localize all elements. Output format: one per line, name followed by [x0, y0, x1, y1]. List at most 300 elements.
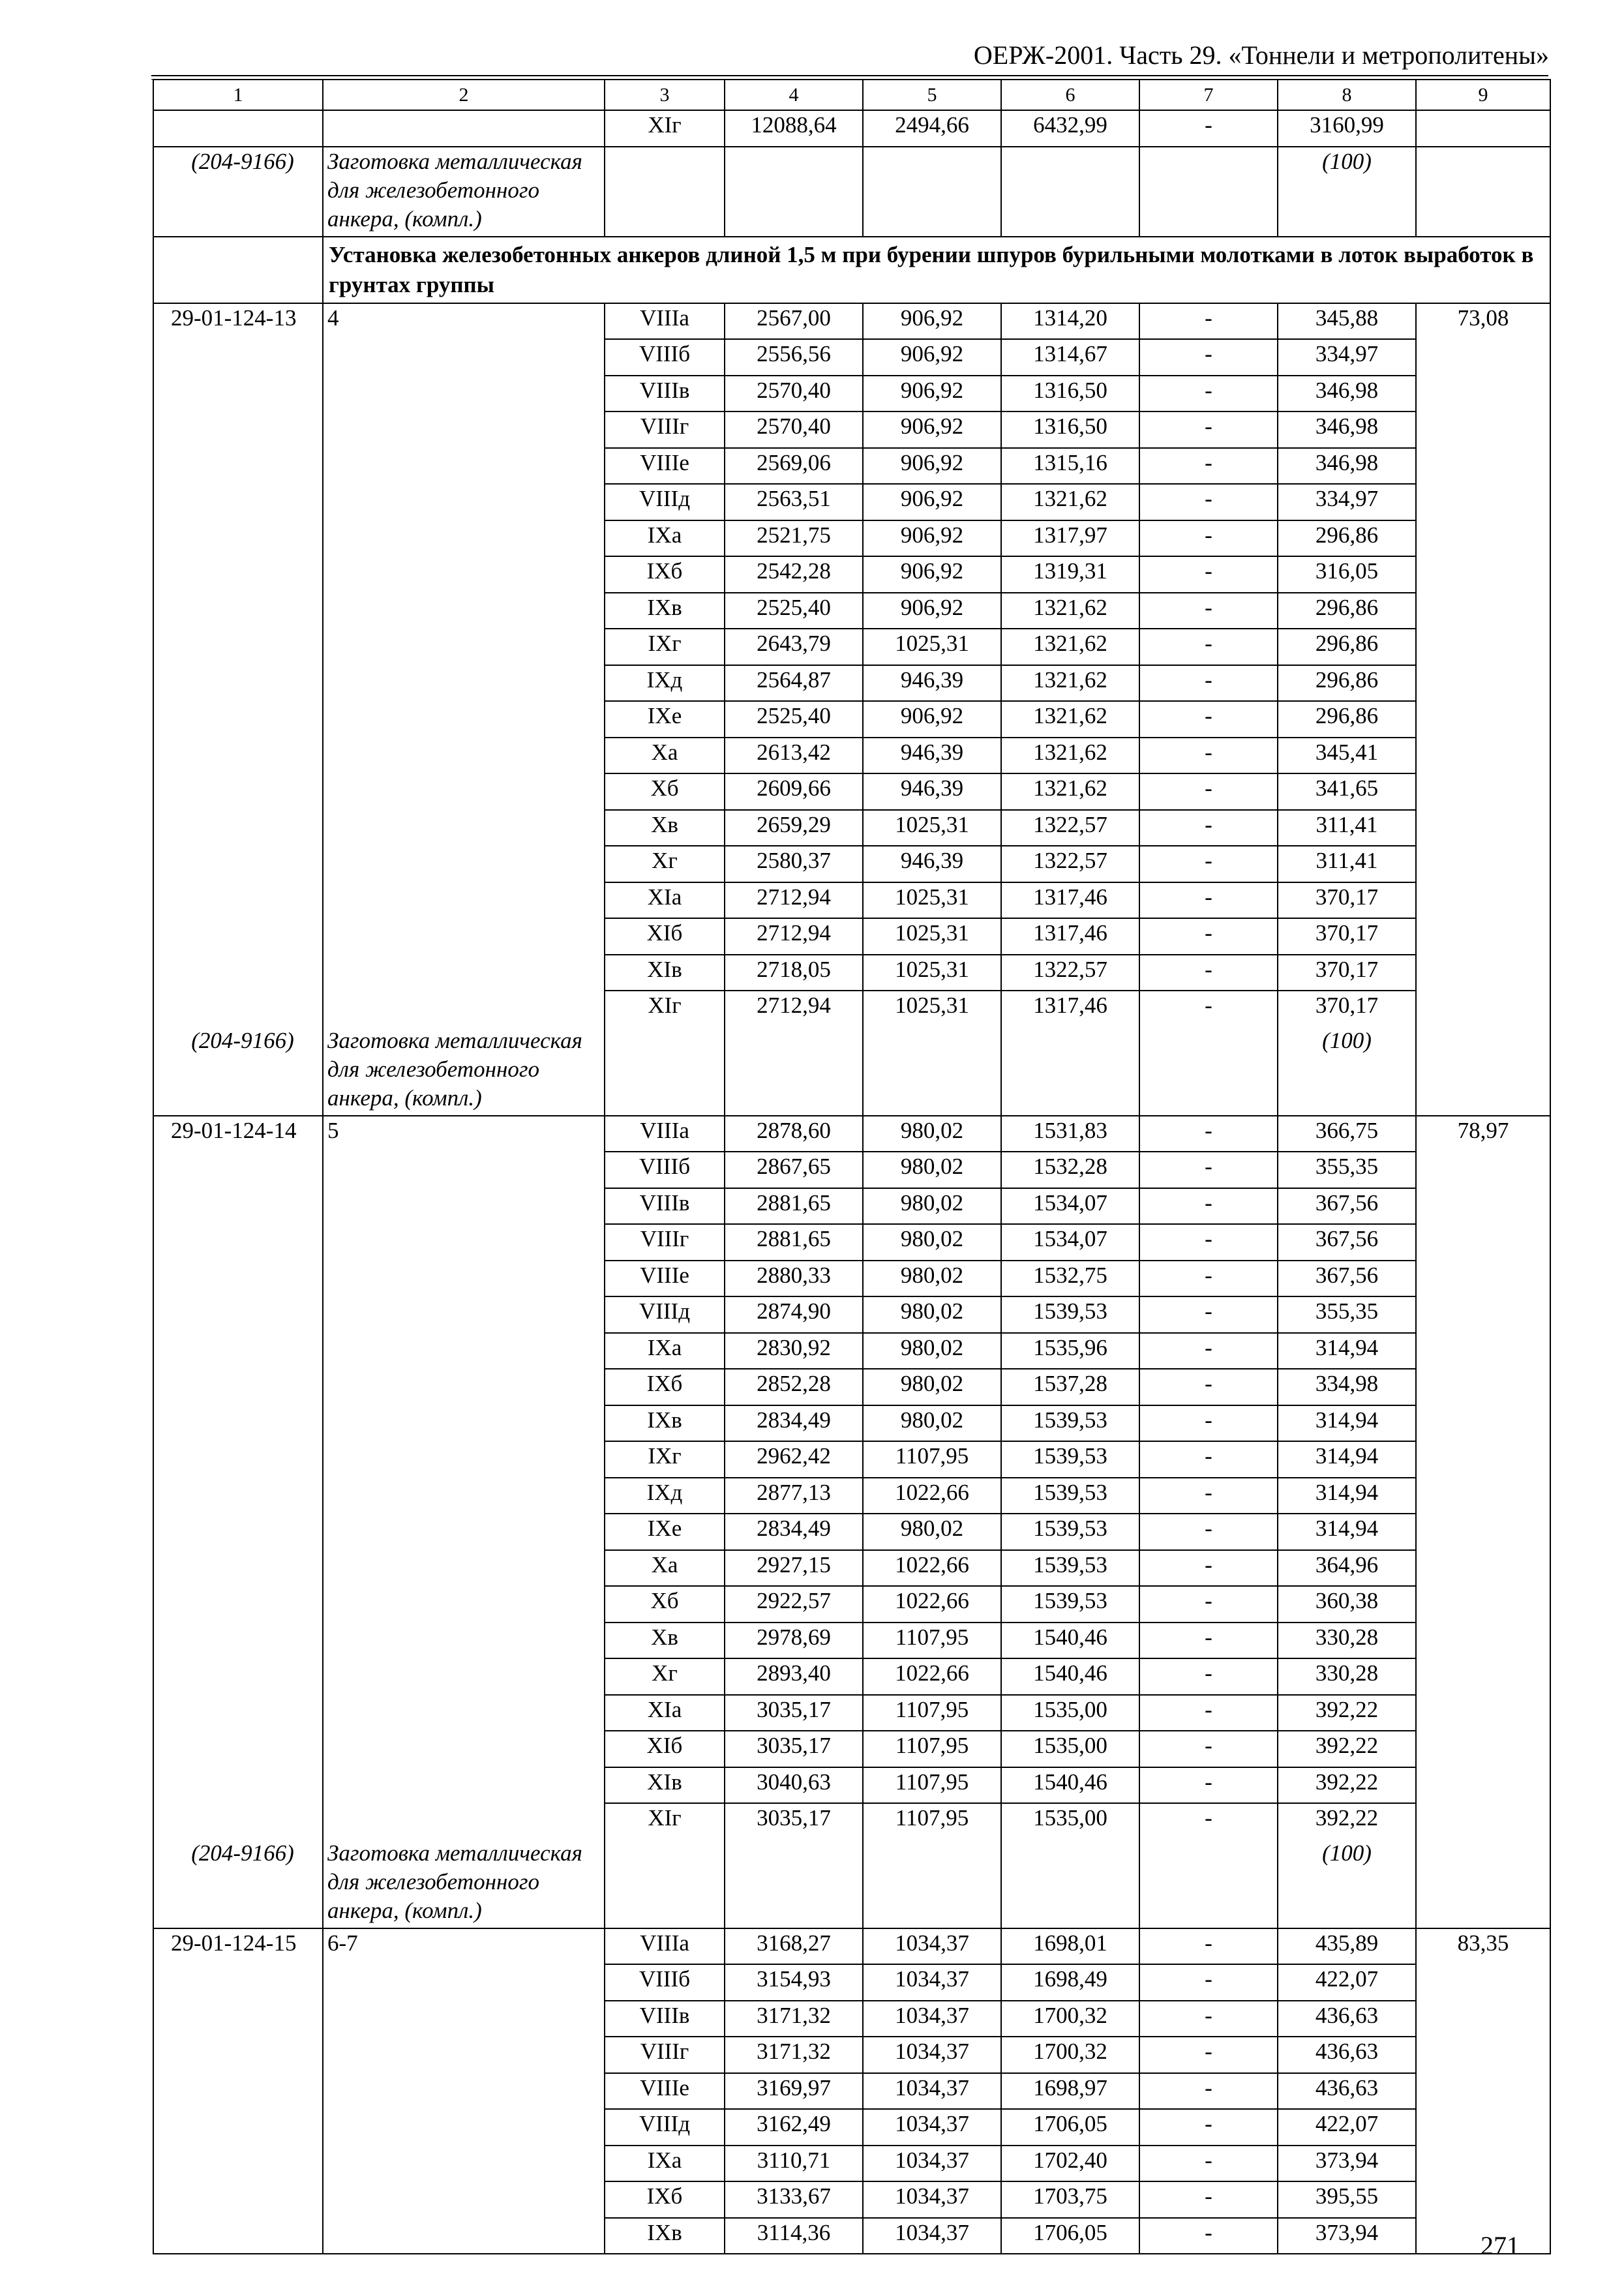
- cell-col8: 334,97: [1278, 339, 1416, 376]
- cell-group: IXа: [605, 2146, 725, 2182]
- cell-col5: 1107,95: [863, 1731, 1001, 1767]
- cell-col7: -: [1139, 303, 1278, 340]
- cell-col4: 2834,49: [725, 1405, 863, 1442]
- cell-col7: -: [1139, 701, 1278, 738]
- cell-col7: -: [1139, 520, 1278, 557]
- cell-col4: 2570,40: [725, 411, 863, 448]
- cell-group: XIв: [605, 955, 725, 991]
- cell-col5: 1107,95: [863, 1623, 1001, 1659]
- cell-col5: 1025,31: [863, 629, 1001, 665]
- section-title-row: [153, 237, 1550, 303]
- cell-col7: -: [1139, 2001, 1278, 2037]
- cell-group: IXд: [605, 1478, 725, 1514]
- cell-col7: -: [1139, 1405, 1278, 1442]
- cell-col7: -: [1139, 1550, 1278, 1587]
- cell-col8: 345,88: [1278, 303, 1416, 340]
- cell-group: VIIIа: [605, 303, 725, 340]
- cell-col4: 2609,66: [725, 773, 863, 810]
- empty-cell: [725, 1026, 863, 1116]
- cell-col7: -: [1139, 411, 1278, 448]
- cell-col6: 1540,46: [1001, 1658, 1139, 1695]
- cell-group: XIг: [605, 110, 725, 147]
- cell-col7: -: [1139, 738, 1278, 774]
- cell-group: VIIIг: [605, 2037, 725, 2073]
- cell-col5: 1025,31: [863, 955, 1001, 991]
- cell-col4: 2564,87: [725, 665, 863, 702]
- cell-code: [153, 110, 323, 147]
- cell-group: IXе: [605, 701, 725, 738]
- cell-col8: 311,41: [1278, 846, 1416, 882]
- empty-cell: [1139, 1026, 1278, 1116]
- cell-col7: -: [1139, 484, 1278, 520]
- cell-col4: 2556,56: [725, 339, 863, 376]
- cell-col4: 3154,93: [725, 1964, 863, 2001]
- cell-col7: -: [1139, 1767, 1278, 1804]
- cell-group: VIIIе: [605, 2073, 725, 2110]
- cell-col6: 1316,50: [1001, 411, 1139, 448]
- cell-col7: -: [1139, 1152, 1278, 1188]
- cell-col7: -: [1139, 376, 1278, 412]
- cell-col5: 980,02: [863, 1514, 1001, 1550]
- table-row: [153, 1928, 1550, 1965]
- cell-group: VIIIд: [605, 2109, 725, 2146]
- cell-col7: -: [1139, 1116, 1278, 1152]
- cell-group: Xг: [605, 1658, 725, 1695]
- cell-col8: 367,56: [1278, 1224, 1416, 1261]
- cell-col6: 1532,75: [1001, 1261, 1139, 1297]
- cell-col4: 2569,06: [725, 448, 863, 485]
- column-number-row: [153, 80, 1550, 110]
- cell-col4: 2712,94: [725, 991, 863, 1026]
- col-header: 3: [605, 80, 725, 110]
- cell-col7: -: [1139, 629, 1278, 665]
- cell-col9: 83,35: [1416, 1928, 1550, 2254]
- cell-col9: 78,97: [1416, 1116, 1550, 1928]
- cell-col4: 2580,37: [725, 846, 863, 882]
- cell-group: IXб: [605, 556, 725, 593]
- cell-col4: 2643,79: [725, 629, 863, 665]
- cell-col8: 392,22: [1278, 1767, 1416, 1804]
- cell-col8: 330,28: [1278, 1658, 1416, 1695]
- cell-group: IXв: [605, 593, 725, 629]
- cell-col5: 946,39: [863, 665, 1001, 702]
- cell-group: IXа: [605, 1333, 725, 1369]
- norm-code: 29-01-124-15: [153, 1928, 323, 2254]
- material-percent: (100): [1278, 147, 1416, 237]
- cell-col7: -: [1139, 1803, 1278, 1839]
- section-title: Установка железобетонных анкеров длиной 1,5 м при бурении шпуров бурильными молотками в лоток выработок в грунтах группы: [323, 237, 1550, 303]
- cell-col7: -: [1139, 1623, 1278, 1659]
- cell-col4: 2881,65: [725, 1224, 863, 1261]
- cell-group: IXг: [605, 1441, 725, 1478]
- cell-col4: 3114,36: [725, 2218, 863, 2254]
- cell-group: Xв: [605, 1623, 725, 1659]
- cell-group: Xа: [605, 1550, 725, 1587]
- cell-col7: -: [1139, 339, 1278, 376]
- cell-col4: 3035,17: [725, 1803, 863, 1839]
- cell-col5: 980,02: [863, 1261, 1001, 1297]
- cell-group: VIIIд: [605, 484, 725, 520]
- cell-col5: 1034,37: [863, 2073, 1001, 2110]
- cell-group: XIб: [605, 918, 725, 955]
- cell-col6: 1702,40: [1001, 2146, 1139, 2182]
- empty-cell: [1001, 1026, 1139, 1116]
- cell-col6: 1317,46: [1001, 991, 1139, 1026]
- cell-col8: 367,56: [1278, 1188, 1416, 1225]
- empty-cell: [153, 237, 323, 303]
- cell-col6: 1535,96: [1001, 1333, 1139, 1369]
- cell-col5: 906,92: [863, 448, 1001, 485]
- cell-col7: -: [1139, 1928, 1278, 1965]
- price-table: [153, 79, 1551, 2254]
- cell-col5: 1034,37: [863, 2218, 1001, 2254]
- cell-col4: 2830,92: [725, 1333, 863, 1369]
- cell-col5: 1022,66: [863, 1478, 1001, 1514]
- cell-soil: [323, 110, 605, 147]
- empty-cell: [605, 1026, 725, 1116]
- cell-col4: 3035,17: [725, 1731, 863, 1767]
- cell-col7: -: [1139, 593, 1278, 629]
- cell-col4: 12088,64: [725, 110, 863, 147]
- col-header: 8: [1278, 80, 1416, 110]
- cell-group: IXв: [605, 2218, 725, 2254]
- cell-col7: -: [1139, 2037, 1278, 2073]
- cell-col5: 1034,37: [863, 2001, 1001, 2037]
- cell-col8: 296,86: [1278, 520, 1416, 557]
- col-header: 2: [323, 80, 605, 110]
- material-name: Заготовка металлическая для железобетонного анкера, (компл.): [323, 1839, 605, 1928]
- empty-cell: [863, 147, 1001, 237]
- col-header: 9: [1416, 80, 1550, 110]
- cell-col5: 906,92: [863, 411, 1001, 448]
- cell-group: VIIIа: [605, 1116, 725, 1152]
- material-name: Заготовка металлическая для железобетонного анкера, (компл.): [323, 147, 605, 237]
- cell-col7: -: [1139, 882, 1278, 919]
- cell-col6: 1706,05: [1001, 2218, 1139, 2254]
- cell-col5: 1107,95: [863, 1767, 1001, 1804]
- cell-col7: -: [1139, 556, 1278, 593]
- cell-col6: 1700,32: [1001, 2001, 1139, 2037]
- cell-col8: 296,86: [1278, 701, 1416, 738]
- cell-col8: 341,65: [1278, 773, 1416, 810]
- cell-col4: 2877,13: [725, 1478, 863, 1514]
- col-header: 4: [725, 80, 863, 110]
- empty-cell: [1001, 147, 1139, 237]
- cell-col4: 2570,40: [725, 376, 863, 412]
- cell-col6: 1534,07: [1001, 1188, 1139, 1225]
- cell-col6: 1315,16: [1001, 448, 1139, 485]
- cell-col7: -: [1139, 1731, 1278, 1767]
- cell-col8: 296,86: [1278, 629, 1416, 665]
- cell-col4: 2834,49: [725, 1514, 863, 1550]
- cell-col5: 1022,66: [863, 1586, 1001, 1623]
- cell-col5: 980,02: [863, 1224, 1001, 1261]
- cell-col5: 1025,31: [863, 991, 1001, 1026]
- cell-group: VIIIд: [605, 1296, 725, 1333]
- cell-col8: 355,35: [1278, 1296, 1416, 1333]
- cell-col4: 2659,29: [725, 810, 863, 846]
- cell-col6: 1321,62: [1001, 665, 1139, 702]
- cell-col6: 1698,49: [1001, 1964, 1139, 2001]
- cell-group: VIIIг: [605, 411, 725, 448]
- page-header: ОЕРЖ-2001. Часть 29. «Тоннели и метрополитены»: [973, 40, 1549, 70]
- cell-col6: 1321,62: [1001, 738, 1139, 774]
- cell-group: VIIIб: [605, 339, 725, 376]
- cell-col9: 73,08: [1416, 303, 1550, 1116]
- empty-cell: [1139, 147, 1278, 237]
- cell-col5: 1034,37: [863, 1964, 1001, 2001]
- cell-col4: 3168,27: [725, 1928, 863, 1965]
- table-row: [153, 110, 1550, 147]
- cell-group: IXа: [605, 520, 725, 557]
- cell-col7: -: [1139, 1188, 1278, 1225]
- cell-col8: 316,05: [1278, 556, 1416, 593]
- cell-col4: 2978,69: [725, 1623, 863, 1659]
- cell-col7: -: [1139, 2181, 1278, 2218]
- cell-col6: 1539,53: [1001, 1405, 1139, 1442]
- cell-col5: 906,92: [863, 303, 1001, 340]
- cell-col6: 1322,57: [1001, 955, 1139, 991]
- header-rule: [151, 75, 1548, 76]
- cell-group: Xб: [605, 773, 725, 810]
- cell-col6: 1531,83: [1001, 1116, 1139, 1152]
- cell-group: Xб: [605, 1586, 725, 1623]
- cell-col6: 1706,05: [1001, 2109, 1139, 2146]
- cell-col4: 2525,40: [725, 701, 863, 738]
- cell-col5: 1034,37: [863, 2146, 1001, 2182]
- cell-col8: 360,38: [1278, 1586, 1416, 1623]
- cell-col6: 1539,53: [1001, 1296, 1139, 1333]
- cell-col8: 334,98: [1278, 1369, 1416, 1405]
- soil-group: 6-7: [323, 1928, 605, 2254]
- cell-col6: 1532,28: [1001, 1152, 1139, 1188]
- cell-col4: 3171,32: [725, 2037, 863, 2073]
- material-percent: (100): [1278, 1026, 1416, 1116]
- cell-col7: -: [1139, 955, 1278, 991]
- cell-col6: 1700,32: [1001, 2037, 1139, 2073]
- material-name: Заготовка металлическая для железобетонного анкера, (компл.): [323, 1026, 605, 1116]
- material-row: [153, 147, 1550, 237]
- cell-col8: 364,96: [1278, 1550, 1416, 1587]
- cell-col7: -: [1139, 665, 1278, 702]
- empty-cell: [1416, 147, 1550, 237]
- cell-col5: 980,02: [863, 1152, 1001, 1188]
- cell-col5: 1034,37: [863, 2181, 1001, 2218]
- cell-col5: 980,02: [863, 1188, 1001, 1225]
- cell-col7: -: [1139, 773, 1278, 810]
- empty-cell: [725, 1839, 863, 1928]
- empty-cell: [725, 147, 863, 237]
- cell-group: VIIIв: [605, 2001, 725, 2037]
- cell-col6: 1539,53: [1001, 1514, 1139, 1550]
- cell-group: XIв: [605, 1767, 725, 1804]
- cell-col5: 980,02: [863, 1116, 1001, 1152]
- cell-col8: 435,89: [1278, 1928, 1416, 1965]
- cell-col8: 334,97: [1278, 484, 1416, 520]
- cell-group: VIIIб: [605, 1964, 725, 2001]
- cell-col8: 355,35: [1278, 1152, 1416, 1188]
- cell-col5: 980,02: [863, 1369, 1001, 1405]
- cell-col6: 1319,31: [1001, 556, 1139, 593]
- cell-col7: -: [1139, 1441, 1278, 1478]
- cell-col8: 370,17: [1278, 918, 1416, 955]
- cell-col6: 1535,00: [1001, 1731, 1139, 1767]
- cell-col5: 1025,31: [863, 810, 1001, 846]
- cell-col5: 906,92: [863, 593, 1001, 629]
- cell-col4: 3169,97: [725, 2073, 863, 2110]
- cell-col5: 980,02: [863, 1405, 1001, 1442]
- cell-col7: -: [1139, 1261, 1278, 1297]
- empty-cell: [605, 147, 725, 237]
- cell-col8: 392,22: [1278, 1731, 1416, 1767]
- cell-col6: 1698,01: [1001, 1928, 1139, 1965]
- cell-col7: -: [1139, 2218, 1278, 2254]
- cell-col7: -: [1139, 1296, 1278, 1333]
- cell-col7: -: [1139, 810, 1278, 846]
- cell-col4: 2613,42: [725, 738, 863, 774]
- cell-col6: 1322,57: [1001, 846, 1139, 882]
- cell-col8: 346,98: [1278, 448, 1416, 485]
- cell-col7: -: [1139, 918, 1278, 955]
- cell-group: IXг: [605, 629, 725, 665]
- cell-group: IXб: [605, 2181, 725, 2218]
- cell-col8: 314,94: [1278, 1478, 1416, 1514]
- cell-col6: 1317,46: [1001, 918, 1139, 955]
- cell-col6: 1317,97: [1001, 520, 1139, 557]
- cell-col8: 392,22: [1278, 1803, 1416, 1839]
- cell-group: Xа: [605, 738, 725, 774]
- cell-group: XIа: [605, 882, 725, 919]
- cell-group: IXе: [605, 1514, 725, 1550]
- cell-col5: 906,92: [863, 339, 1001, 376]
- cell-col4: 2712,94: [725, 918, 863, 955]
- cell-col6: 1539,53: [1001, 1478, 1139, 1514]
- cell-col9: [1416, 110, 1550, 147]
- cell-col7: -: [1139, 2109, 1278, 2146]
- cell-col8: 296,86: [1278, 593, 1416, 629]
- cell-col4: 2712,94: [725, 882, 863, 919]
- cell-col7: -: [1139, 1333, 1278, 1369]
- cell-col7: -: [1139, 1369, 1278, 1405]
- table-row: [153, 303, 1550, 340]
- cell-group: IXв: [605, 1405, 725, 1442]
- cell-col5: 906,92: [863, 376, 1001, 412]
- cell-col4: 2962,42: [725, 1441, 863, 1478]
- col-header: 6: [1001, 80, 1139, 110]
- cell-col4: 2927,15: [725, 1550, 863, 1587]
- cell-col5: 2494,66: [863, 110, 1001, 147]
- cell-group: IXб: [605, 1369, 725, 1405]
- cell-col7: -: [1139, 110, 1278, 147]
- cell-col8: 422,07: [1278, 1964, 1416, 2001]
- cell-col4: 2718,05: [725, 955, 863, 991]
- cell-col8: 395,55: [1278, 2181, 1416, 2218]
- cell-col8: 370,17: [1278, 991, 1416, 1026]
- cell-col7: -: [1139, 1695, 1278, 1731]
- cell-col4: 3162,49: [725, 2109, 863, 2146]
- cell-col5: 906,92: [863, 701, 1001, 738]
- cell-col5: 1034,37: [863, 2109, 1001, 2146]
- cell-col5: 1022,66: [863, 1550, 1001, 1587]
- cell-col4: 2521,75: [725, 520, 863, 557]
- cell-col5: 1107,95: [863, 1441, 1001, 1478]
- material-code: (204-9166): [153, 147, 323, 237]
- cell-col8: 296,86: [1278, 665, 1416, 702]
- cell-col8: 370,17: [1278, 955, 1416, 991]
- cell-col4: 3133,67: [725, 2181, 863, 2218]
- cell-col8: 422,07: [1278, 2109, 1416, 2146]
- norm-code: 29-01-124-13: [153, 303, 323, 1026]
- cell-col4: 2852,28: [725, 1369, 863, 1405]
- material-row: [153, 1839, 1550, 1928]
- cell-col5: 980,02: [863, 1296, 1001, 1333]
- cell-col8: 346,98: [1278, 376, 1416, 412]
- cell-col4: 2542,28: [725, 556, 863, 593]
- cell-col8: 314,94: [1278, 1333, 1416, 1369]
- empty-cell: [863, 1026, 1001, 1116]
- cell-group: IXд: [605, 665, 725, 702]
- empty-cell: [605, 1839, 725, 1928]
- cell-group: VIIIе: [605, 1261, 725, 1297]
- cell-col8: 436,63: [1278, 2073, 1416, 2110]
- cell-col7: -: [1139, 1586, 1278, 1623]
- cell-group: VIIIг: [605, 1224, 725, 1261]
- cell-col5: 906,92: [863, 520, 1001, 557]
- cell-col8: 373,94: [1278, 2146, 1416, 2182]
- cell-col8: 311,41: [1278, 810, 1416, 846]
- material-percent: (100): [1278, 1839, 1416, 1928]
- cell-col7: -: [1139, 1478, 1278, 1514]
- cell-col6: 1316,50: [1001, 376, 1139, 412]
- cell-col6: 1539,53: [1001, 1586, 1139, 1623]
- cell-col6: 1703,75: [1001, 2181, 1139, 2218]
- cell-col5: 946,39: [863, 846, 1001, 882]
- cell-col7: -: [1139, 991, 1278, 1026]
- cell-col6: 1537,28: [1001, 1369, 1139, 1405]
- cell-col5: 906,92: [863, 556, 1001, 593]
- cell-col7: -: [1139, 1964, 1278, 2001]
- cell-col7: -: [1139, 2146, 1278, 2182]
- page-number: 271: [1481, 2231, 1520, 2260]
- cell-col4: 2878,60: [725, 1116, 863, 1152]
- cell-group: XIг: [605, 991, 725, 1026]
- col-header: 1: [153, 80, 323, 110]
- cell-col8: 346,98: [1278, 411, 1416, 448]
- cell-col5: 946,39: [863, 773, 1001, 810]
- soil-group: 4: [323, 303, 605, 1026]
- cell-col7: -: [1139, 1658, 1278, 1695]
- cell-col6: 1539,53: [1001, 1441, 1139, 1478]
- material-row: [153, 1026, 1550, 1116]
- cell-col4: 2563,51: [725, 484, 863, 520]
- cell-col4: 2867,65: [725, 1152, 863, 1188]
- cell-col8: 330,28: [1278, 1623, 1416, 1659]
- cell-col8: 366,75: [1278, 1116, 1416, 1152]
- cell-col6: 6432,99: [1001, 110, 1139, 147]
- cell-col6: 1314,67: [1001, 339, 1139, 376]
- cell-group: XIа: [605, 1695, 725, 1731]
- cell-col4: 2567,00: [725, 303, 863, 340]
- cell-col4: 2881,65: [725, 1188, 863, 1225]
- cell-col6: 1698,97: [1001, 2073, 1139, 2110]
- norm-code: 29-01-124-14: [153, 1116, 323, 1839]
- soil-group: 5: [323, 1116, 605, 1839]
- cell-col8: 314,94: [1278, 1514, 1416, 1550]
- cell-col6: 1314,20: [1001, 303, 1139, 340]
- table-row: [153, 1116, 1550, 1152]
- empty-cell: [1001, 1839, 1139, 1928]
- cell-col4: 2874,90: [725, 1296, 863, 1333]
